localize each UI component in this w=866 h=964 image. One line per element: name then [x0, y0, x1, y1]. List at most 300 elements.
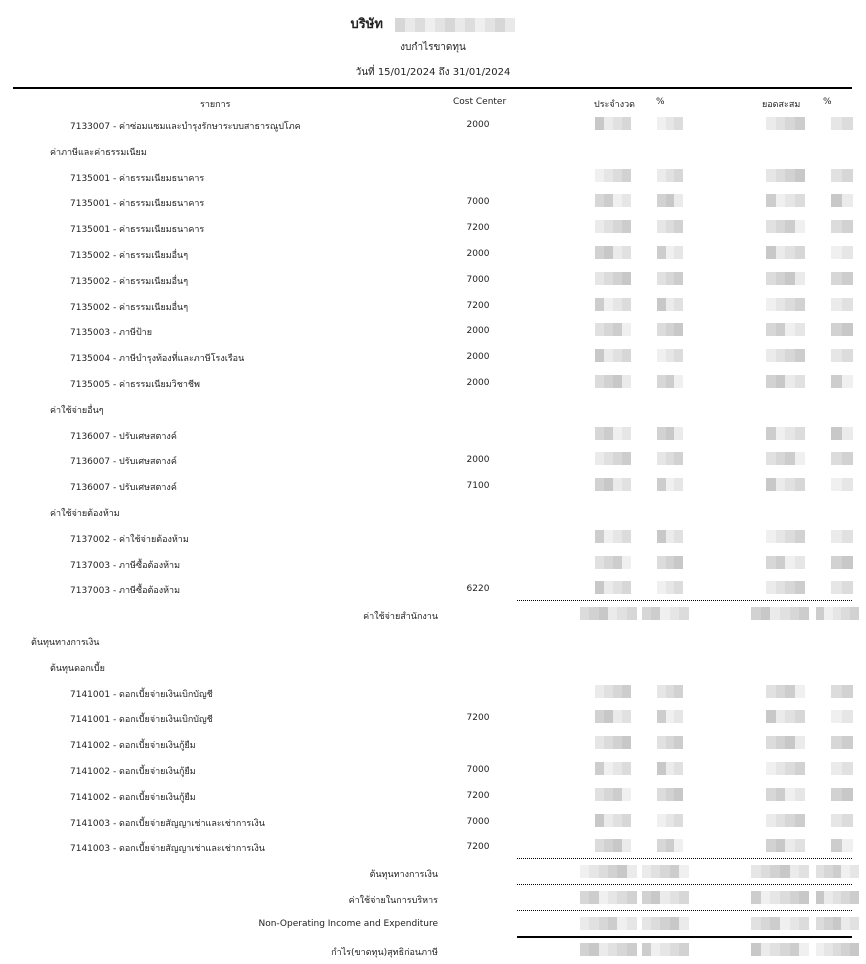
redaction-block [776, 762, 786, 775]
redaction-block [595, 685, 604, 698]
redaction-block [785, 556, 795, 569]
redaction-block [842, 246, 853, 259]
table-row [0, 555, 866, 577]
redaction-block [622, 323, 631, 336]
redaction-block [657, 452, 666, 465]
column-header-item: รายการ [200, 100, 231, 110]
redaction-block [766, 788, 776, 801]
table-row [0, 477, 866, 499]
redaction-block [613, 788, 622, 801]
redaction-block [657, 685, 666, 698]
redacted-current-amount [595, 736, 631, 749]
redaction-block [657, 581, 666, 594]
redaction-block [666, 298, 675, 311]
redaction-block [770, 891, 780, 904]
redaction-block [831, 349, 842, 362]
redaction-block [831, 246, 842, 259]
redaction-block [842, 375, 853, 388]
redacted-cumulative-percent [831, 581, 853, 594]
redaction-block [657, 194, 666, 207]
row-cost-center: 7200 [466, 223, 490, 233]
redaction-block [674, 581, 683, 594]
redaction-block [842, 427, 853, 440]
redaction-block [595, 530, 604, 543]
redaction-block [766, 169, 776, 182]
redaction-block [850, 891, 859, 904]
redacted-cumulative-amount [766, 220, 804, 233]
redaction-block [795, 581, 805, 594]
redacted-current-percent [657, 220, 683, 233]
redaction-block [613, 478, 622, 491]
redaction-block [785, 169, 795, 182]
redacted-cumulative-amount [766, 194, 804, 207]
redacted-current-percent [657, 478, 683, 491]
redaction-block [465, 18, 475, 32]
redacted-cumulative-percent [831, 117, 853, 130]
redaction-block [785, 194, 795, 207]
redaction-block [776, 220, 786, 233]
redaction-block [780, 865, 790, 878]
redaction-block [831, 736, 842, 749]
redaction-block [455, 18, 465, 32]
redacted-cumulative-amount [766, 814, 804, 827]
redaction-block [799, 943, 809, 956]
column-header-percent-cumulative: % [823, 97, 832, 107]
redaction-block [785, 220, 795, 233]
redaction-block [776, 581, 786, 594]
redaction-block [674, 452, 683, 465]
total-row [0, 890, 866, 912]
redaction-block [795, 246, 805, 259]
redaction-block [666, 272, 675, 285]
redaction-block [674, 298, 683, 311]
redacted-current-percent [642, 943, 688, 956]
redaction-block [776, 246, 786, 259]
redaction-block [795, 685, 805, 698]
redaction-block [785, 298, 795, 311]
redacted-cumulative-amount [766, 349, 804, 362]
redaction-block [776, 530, 786, 543]
redacted-current-percent [657, 452, 683, 465]
redaction-block [766, 117, 776, 130]
redacted-cumulative-percent [816, 865, 858, 878]
row-label: ค่าใช้จ่ายสำนักงาน [363, 612, 438, 622]
redaction-block [766, 762, 776, 775]
redacted-cumulative-percent [831, 685, 853, 698]
redaction-block [795, 169, 805, 182]
row-label: Non-Operating Income and Expenditure [258, 919, 438, 929]
company-name [0, 13, 866, 34]
table-row [0, 735, 866, 757]
redaction-block [604, 478, 613, 491]
redaction-block [595, 117, 604, 130]
redaction-block [831, 762, 842, 775]
redaction-block [679, 607, 689, 620]
redaction-block [850, 917, 859, 930]
row-cost-center: 7000 [466, 197, 490, 207]
redaction-block [604, 452, 613, 465]
redaction-block [622, 710, 631, 723]
redacted-cumulative-percent [831, 323, 853, 336]
row-label: 7135005 - ค่าธรรมเนียมวิชาชีพ [70, 380, 200, 390]
redaction-block [795, 762, 805, 775]
redaction-block [780, 891, 790, 904]
redaction-block [776, 452, 786, 465]
group-row [0, 632, 866, 654]
redaction-block [622, 814, 631, 827]
redaction-block [485, 18, 495, 32]
redaction-block [795, 323, 805, 336]
redaction-block [674, 788, 683, 801]
redaction-block [795, 375, 805, 388]
redaction-block [627, 943, 637, 956]
redaction-block [674, 220, 683, 233]
redacted-current-amount [595, 478, 631, 491]
table-row [0, 245, 866, 267]
redaction-block [842, 814, 853, 827]
row-cost-center: 7200 [466, 713, 490, 723]
redaction-block [604, 272, 613, 285]
redaction-block [622, 839, 631, 852]
redaction-block [613, 839, 622, 852]
redacted-cumulative-amount [766, 581, 804, 594]
redaction-block [766, 736, 776, 749]
row-label: 7137002 - ค่าใช้จ่ายต้องห้าม [70, 535, 189, 545]
redacted-current-percent [657, 814, 683, 827]
redaction-block [622, 530, 631, 543]
redaction-block [666, 194, 675, 207]
redaction-block [761, 891, 771, 904]
redaction-block [622, 375, 631, 388]
redaction-block [622, 246, 631, 259]
redaction-block [666, 220, 675, 233]
redacted-current-amount [580, 865, 636, 878]
redacted-cumulative-percent [831, 814, 853, 827]
redaction-block [475, 18, 485, 32]
redaction-block [785, 349, 795, 362]
table-row [0, 813, 866, 835]
row-label: ต้นทุนทางการเงิน [369, 870, 438, 880]
redaction-block [795, 814, 805, 827]
total-row [0, 916, 866, 938]
row-label: 7141002 - ดอกเบี้ยจ่ายเงินกู้ยืม [70, 767, 196, 777]
redacted-cumulative-amount [751, 943, 809, 956]
redaction-block [766, 839, 776, 852]
redaction-block [751, 917, 761, 930]
redacted-cumulative-percent [831, 427, 853, 440]
redacted-current-amount [595, 117, 631, 130]
redaction-block [666, 814, 675, 827]
redaction-block [842, 685, 853, 698]
redaction-block [657, 839, 666, 852]
redacted-current-amount [595, 788, 631, 801]
redaction-block [770, 943, 780, 956]
table-row [0, 168, 866, 190]
redacted-current-percent [642, 865, 688, 878]
row-label: 7133007 - ค่าซ่อมแซมและบำรุงรักษาระบบสาธารณูปโภค [70, 122, 301, 132]
redaction-block [780, 607, 790, 620]
redaction-block [751, 943, 761, 956]
redaction-block [842, 117, 853, 130]
redacted-current-amount [595, 323, 631, 336]
redaction-block [674, 530, 683, 543]
redaction-block [657, 762, 666, 775]
redaction-block [627, 891, 637, 904]
redaction-block [604, 839, 613, 852]
redaction-block [613, 556, 622, 569]
redaction-block [790, 943, 800, 956]
redaction-block [785, 814, 795, 827]
redacted-current-percent [657, 710, 683, 723]
redaction-block [395, 18, 405, 32]
column-header-cumulative: ยอดสะสม [762, 100, 801, 110]
row-cost-center: 2000 [466, 378, 490, 388]
redaction-block [595, 762, 604, 775]
redaction-block [627, 917, 637, 930]
redaction-block [595, 710, 604, 723]
redacted-company-name [395, 18, 515, 32]
redaction-block [674, 736, 683, 749]
redaction-block [622, 556, 631, 569]
redaction-block [679, 917, 689, 930]
row-label: 7136007 - ปรับเศษสตางค์ [70, 483, 177, 493]
table-row [0, 322, 866, 344]
redacted-cumulative-percent [831, 530, 853, 543]
group-row [0, 658, 866, 680]
redaction-block [776, 685, 786, 698]
redacted-cumulative-percent [831, 169, 853, 182]
redaction-block [613, 117, 622, 130]
redaction-block [622, 762, 631, 775]
redaction-block [842, 736, 853, 749]
redaction-block [622, 194, 631, 207]
table-row [0, 709, 866, 731]
redacted-cumulative-percent [831, 710, 853, 723]
redacted-current-amount [595, 220, 631, 233]
redacted-cumulative-amount [766, 246, 804, 259]
redaction-block [622, 349, 631, 362]
redaction-block [657, 169, 666, 182]
redaction-block [622, 736, 631, 749]
redacted-current-percent [657, 194, 683, 207]
row-cost-center: 7200 [466, 791, 490, 801]
redaction-block [831, 788, 842, 801]
redaction-block [666, 685, 675, 698]
redacted-current-amount [595, 814, 631, 827]
redacted-cumulative-amount [766, 452, 804, 465]
redacted-current-percent [657, 246, 683, 259]
redacted-current-percent [657, 530, 683, 543]
redacted-cumulative-percent [816, 607, 858, 620]
row-label: 7137003 - ภาษีซื้อต้องห้าม [70, 561, 181, 571]
redaction-block [766, 581, 776, 594]
redaction-block [622, 169, 631, 182]
redacted-current-amount [595, 581, 631, 594]
redaction-block [415, 18, 425, 32]
redaction-block [831, 452, 842, 465]
redaction-block [766, 452, 776, 465]
redaction-block [776, 349, 786, 362]
redaction-block [785, 736, 795, 749]
redaction-block [785, 685, 795, 698]
row-label: 7141002 - ดอกเบี้ยจ่ายเงินกู้ยืม [70, 741, 196, 751]
redaction-block [595, 194, 604, 207]
redaction-block [785, 452, 795, 465]
redaction-block [785, 117, 795, 130]
redaction-block [666, 762, 675, 775]
redacted-cumulative-percent [831, 349, 853, 362]
redaction-block [770, 607, 780, 620]
redaction-block [657, 349, 666, 362]
redaction-block [657, 736, 666, 749]
redaction-block [795, 478, 805, 491]
redacted-current-percent [657, 323, 683, 336]
redaction-block [613, 246, 622, 259]
row-label: 7135002 - ค่าธรรมเนียมอื่นๆ [70, 251, 189, 261]
redaction-block [604, 298, 613, 311]
table-row [0, 193, 866, 215]
redaction-block [799, 891, 809, 904]
redacted-cumulative-percent [816, 891, 858, 904]
subtotal-rule [517, 910, 852, 911]
redaction-block [766, 530, 776, 543]
redaction-block [604, 194, 613, 207]
row-label: 7136007 - ปรับเศษสตางค์ [70, 457, 177, 467]
redacted-cumulative-amount [751, 607, 809, 620]
redaction-block [666, 427, 675, 440]
redacted-current-amount [595, 194, 631, 207]
redaction-block [666, 710, 675, 723]
redaction-block [666, 323, 675, 336]
row-label: 7141002 - ดอกเบี้ยจ่ายเงินกู้ยืม [70, 793, 196, 803]
table-row [0, 787, 866, 809]
row-label: 7135002 - ค่าธรรมเนียมอื่นๆ [70, 303, 189, 313]
redacted-cumulative-amount [766, 323, 804, 336]
redaction-block [780, 943, 790, 956]
group-row [0, 142, 866, 164]
redaction-block [613, 427, 622, 440]
redaction-block [595, 814, 604, 827]
redaction-block [776, 710, 786, 723]
redaction-block [622, 788, 631, 801]
redaction-block [604, 530, 613, 543]
redaction-block [842, 710, 853, 723]
row-label: 7135004 - ภาษีบำรุงท้องที่และภาษีโรงเรือน [70, 354, 245, 364]
redaction-block [666, 349, 675, 362]
redacted-cumulative-percent [831, 452, 853, 465]
redacted-current-percent [657, 349, 683, 362]
redaction-block [622, 478, 631, 491]
redaction-block [776, 788, 786, 801]
redaction-block [795, 272, 805, 285]
redaction-block [613, 349, 622, 362]
row-label: 7141003 - ดอกเบี้ยจ่ายสัญญาเช่าและเช่าการเงิน [70, 844, 265, 854]
redaction-block [604, 117, 613, 130]
redaction-block [795, 194, 805, 207]
redaction-block [622, 581, 631, 594]
redacted-current-amount [595, 762, 631, 775]
redaction-block [613, 272, 622, 285]
redaction-block [604, 375, 613, 388]
redaction-block [613, 298, 622, 311]
redaction-block [785, 478, 795, 491]
redaction-block [657, 375, 666, 388]
redaction-block [613, 685, 622, 698]
redaction-block [831, 530, 842, 543]
redaction-block [842, 298, 853, 311]
row-label: ค่าภาษีและค่าธรรมเนียม [50, 148, 147, 158]
redaction-block [595, 788, 604, 801]
redaction-block [831, 298, 842, 311]
row-cost-center: 7100 [466, 481, 490, 491]
row-label: 7141001 - ดอกเบี้ยจ่ายเงินเบิกบัญชี [70, 690, 213, 700]
redaction-block [795, 736, 805, 749]
redaction-block [776, 323, 786, 336]
row-cost-center: 2000 [466, 249, 490, 259]
redacted-current-percent [642, 917, 688, 930]
redaction-block [595, 452, 604, 465]
subtotal-rule [517, 858, 852, 859]
redacted-current-amount [595, 710, 631, 723]
redaction-block [790, 917, 800, 930]
redaction-block [799, 865, 809, 878]
redaction-block [445, 18, 455, 32]
row-label: ต้นทุนดอกเบี้ย [50, 664, 105, 674]
redaction-block [604, 556, 613, 569]
redacted-current-percent [657, 169, 683, 182]
redaction-block [766, 478, 776, 491]
redacted-current-percent [657, 839, 683, 852]
redaction-block [595, 220, 604, 233]
redaction-block [766, 685, 776, 698]
row-cost-center: 7000 [466, 765, 490, 775]
redaction-block [674, 323, 683, 336]
redaction-block [604, 427, 613, 440]
row-cost-center: 2000 [466, 352, 490, 362]
redaction-block [842, 581, 853, 594]
redaction-block [751, 865, 761, 878]
redacted-current-amount [595, 349, 631, 362]
redaction-block [666, 788, 675, 801]
redaction-block [679, 891, 689, 904]
redaction-block [795, 427, 805, 440]
redaction-block [657, 323, 666, 336]
redaction-block [657, 556, 666, 569]
subtotal-rule [517, 884, 852, 885]
redacted-cumulative-percent [831, 375, 853, 388]
redacted-current-percent [657, 762, 683, 775]
redacted-current-percent [657, 298, 683, 311]
redaction-block [604, 323, 613, 336]
redacted-cumulative-amount [766, 272, 804, 285]
redaction-block [831, 556, 842, 569]
redaction-block [850, 607, 859, 620]
redacted-current-percent [657, 581, 683, 594]
redaction-block [595, 298, 604, 311]
redaction-block [604, 685, 613, 698]
redaction-block [780, 917, 790, 930]
redacted-current-percent [657, 685, 683, 698]
redaction-block [595, 581, 604, 594]
redacted-current-amount [595, 375, 631, 388]
company-label: บริษัท [350, 17, 383, 32]
redaction-block [595, 349, 604, 362]
redaction-block [831, 169, 842, 182]
table-row [0, 297, 866, 319]
redaction-block [842, 556, 853, 569]
redaction-block [657, 117, 666, 130]
redacted-cumulative-amount [751, 917, 809, 930]
